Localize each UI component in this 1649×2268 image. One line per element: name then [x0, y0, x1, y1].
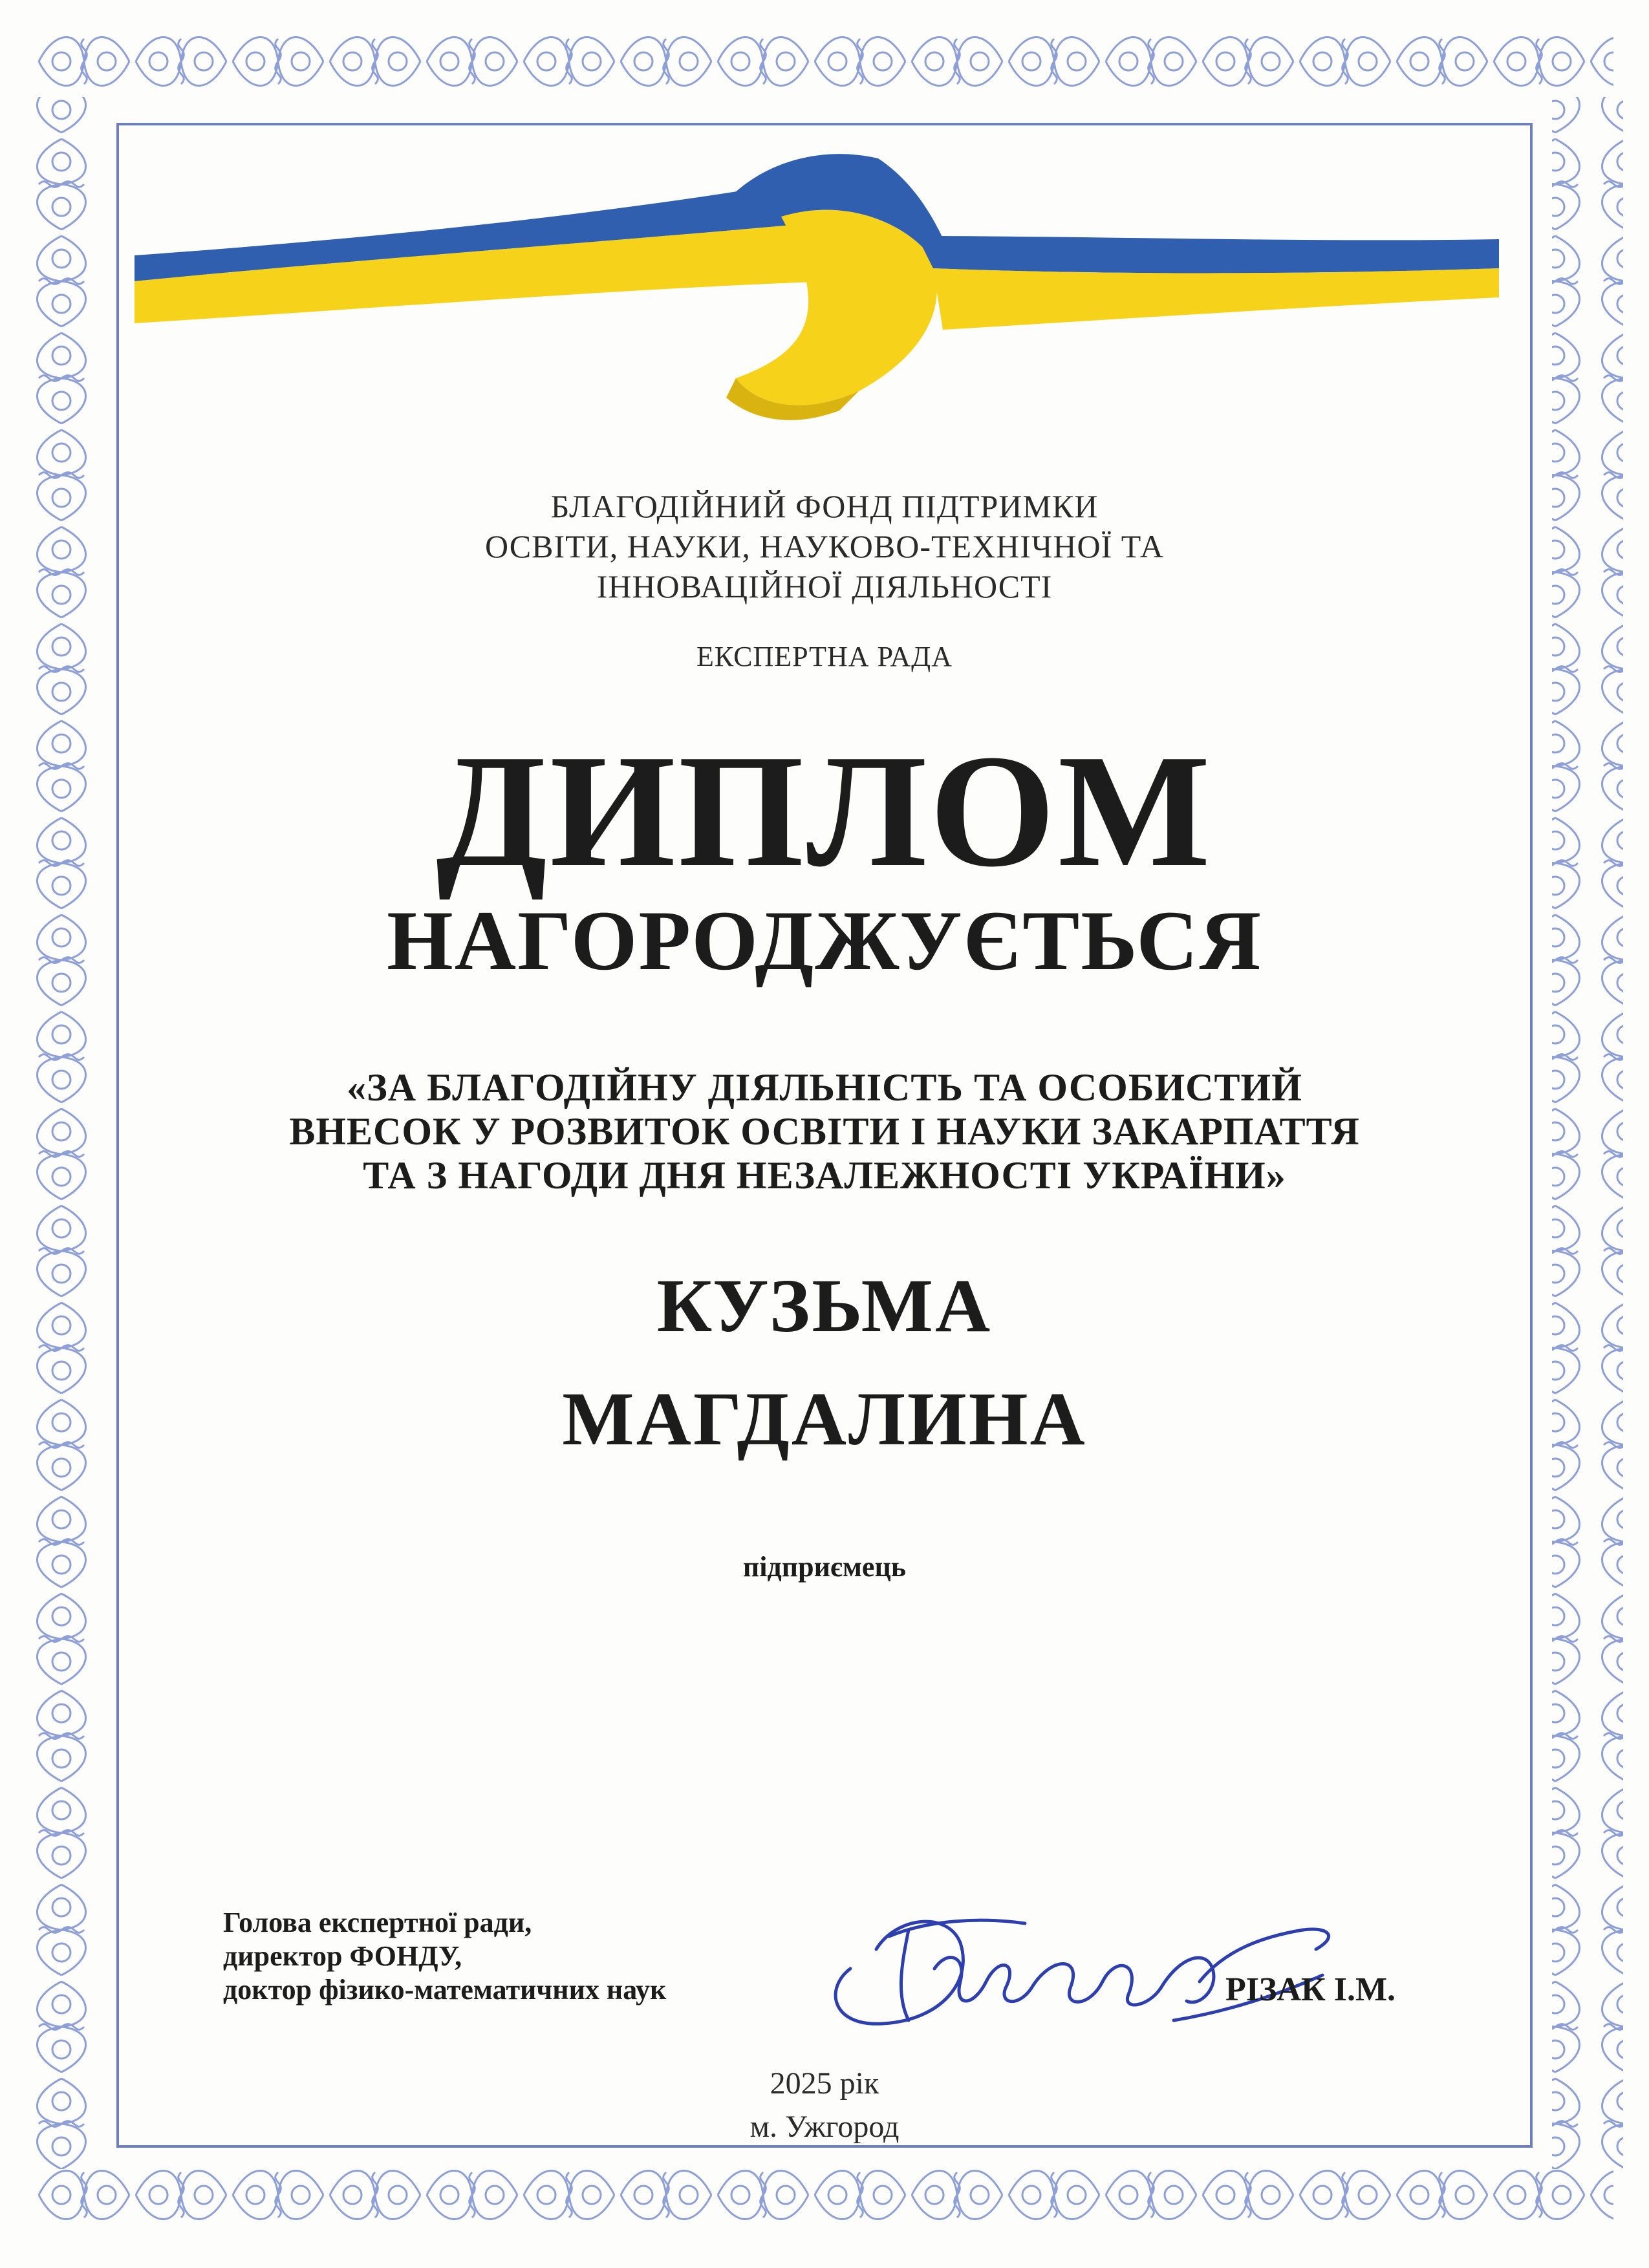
organization-name	[0, 486, 1649, 606]
award-reason	[0, 1065, 1649, 1197]
expert-council: ЕКСПЕРТНА РАДА	[696, 641, 953, 672]
issue-year: 2025 рік	[770, 2066, 879, 2101]
award-reason-line-2: ВНЕСОК У РОЗВИТОК ОСВІТИ І НАУКИ ЗАКАРПАТТЯ	[289, 1110, 1360, 1153]
flag-ribbon	[135, 145, 1499, 430]
signer-title-line-3: доктор фізико-математичних наук	[223, 1974, 667, 2006]
organization-line-2: ОСВІТИ, НАУКИ, НАУКОВО-ТЕХНІЧНОЇ ТА	[485, 528, 1164, 564]
signer-title-line-1: Голова експертної ради,	[223, 1907, 532, 1938]
issue-city: м. Ужгород	[749, 2110, 900, 2144]
award-reason-line-1: «ЗА БЛАГОДІЙНУ ДІЯЛЬНІСТЬ ТА ОСОБИСТИЙ	[347, 1066, 1302, 1109]
recipient-occupation: підприємець	[742, 1551, 907, 1583]
diploma-title: ДИПЛОМ	[436, 722, 1213, 901]
signer-name: РІЗАК І.М.	[1225, 1971, 1396, 2008]
awarded-heading: НАГОРОДЖУЄТЬСЯ	[387, 893, 1262, 988]
signer-title	[223, 1906, 666, 2007]
recipient-first-name: МАГДАЛИНА	[562, 1376, 1087, 1461]
signer-title-line-2: директор ФОНДУ,	[223, 1940, 462, 1972]
organization-line-1: БЛАГОДІЙНИЙ ФОНД ПІДТРИМКИ	[550, 488, 1099, 524]
recipient-surname: КУЗЬМА	[656, 1263, 993, 1348]
organization-line-3: ІННОВАЦІЙНОЇ ДІЯЛЬНОСТІ	[596, 568, 1053, 604]
award-reason-line-3: ТА З НАГОДИ ДНЯ НЕЗАЛЕЖНОСТІ УКРАЇНИ»	[363, 1154, 1286, 1197]
